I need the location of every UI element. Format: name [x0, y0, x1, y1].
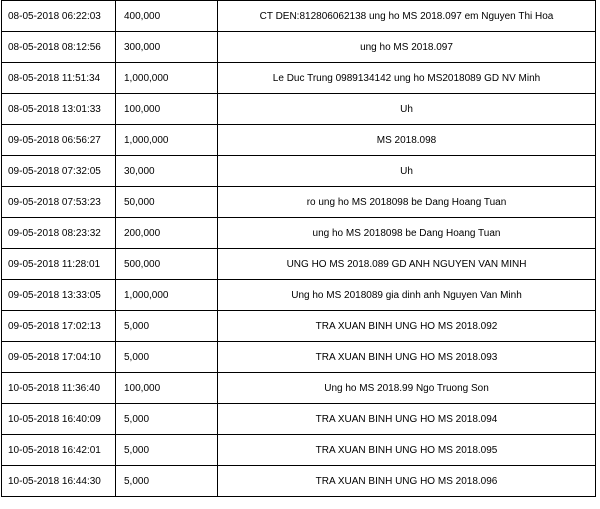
transaction-amount: 500,000: [116, 249, 218, 280]
transaction-datetime: 09-05-2018 17:02:13: [2, 311, 116, 342]
transaction-description: Uh: [218, 94, 596, 125]
transaction-description: CT DEN:812806062138 ung ho MS 2018.097 em Nguyen Thi Hoa: [218, 1, 596, 32]
transaction-amount: 1,000,000: [116, 280, 218, 311]
transaction-datetime: 08-05-2018 13:01:33: [2, 94, 116, 125]
transaction-row: [2, 218, 596, 249]
transaction-row: [2, 187, 596, 218]
transaction-description: MS 2018.098: [218, 125, 596, 156]
transaction-amount: 400,000: [116, 1, 218, 32]
transaction-datetime: 09-05-2018 08:23:32: [2, 218, 116, 249]
transaction-row: [2, 156, 596, 187]
transaction-amount: 1,000,000: [116, 125, 218, 156]
transaction-datetime: 10-05-2018 16:44:30: [2, 466, 116, 497]
transaction-row: [2, 435, 596, 466]
transaction-datetime: 09-05-2018 17:04:10: [2, 342, 116, 373]
transaction-row: [2, 125, 596, 156]
transaction-row: [2, 280, 596, 311]
transaction-datetime: 09-05-2018 11:28:01: [2, 249, 116, 280]
transaction-datetime: 09-05-2018 07:32:05: [2, 156, 116, 187]
transactions-table-body: [2, 1, 596, 497]
transaction-amount: 100,000: [116, 373, 218, 404]
transaction-datetime: 08-05-2018 11:51:34: [2, 63, 116, 94]
transaction-row: [2, 249, 596, 280]
transaction-datetime: 10-05-2018 11:36:40: [2, 373, 116, 404]
transaction-description: TRA XUAN BINH UNG HO MS 2018.093: [218, 342, 596, 373]
transaction-row: [2, 63, 596, 94]
transaction-datetime: 08-05-2018 06:22:03: [2, 1, 116, 32]
transaction-description: Ung ho MS 2018089 gia dinh anh Nguyen Van Minh: [218, 280, 596, 311]
transaction-description: ro ung ho MS 2018098 be Dang Hoang Tuan: [218, 187, 596, 218]
transaction-row: [2, 342, 596, 373]
transaction-datetime: 08-05-2018 08:12:56: [2, 32, 116, 63]
transaction-datetime: 09-05-2018 06:56:27: [2, 125, 116, 156]
transaction-amount: 5,000: [116, 311, 218, 342]
transaction-description: TRA XUAN BINH UNG HO MS 2018.094: [218, 404, 596, 435]
transaction-amount: 5,000: [116, 404, 218, 435]
transaction-amount: 1,000,000: [116, 63, 218, 94]
transaction-row: [2, 373, 596, 404]
transaction-description: ung ho MS 2018098 be Dang Hoang Tuan: [218, 218, 596, 249]
transaction-row: [2, 311, 596, 342]
transaction-amount: 200,000: [116, 218, 218, 249]
transaction-description: Ung ho MS 2018.99 Ngo Truong Son: [218, 373, 596, 404]
transaction-description: Le Duc Trung 0989134142 ung ho MS2018089 GD NV Minh: [218, 63, 596, 94]
transaction-description: TRA XUAN BINH UNG HO MS 2018.095: [218, 435, 596, 466]
transaction-datetime: 09-05-2018 13:33:05: [2, 280, 116, 311]
transaction-amount: 50,000: [116, 187, 218, 218]
transaction-amount: 100,000: [116, 94, 218, 125]
transaction-description: UNG HO MS 2018.089 GD ANH NGUYEN VAN MINH: [218, 249, 596, 280]
transactions-table: [1, 0, 596, 497]
transaction-row: [2, 32, 596, 63]
transaction-amount: 5,000: [116, 342, 218, 373]
transaction-datetime: 10-05-2018 16:42:01: [2, 435, 116, 466]
transaction-amount: 30,000: [116, 156, 218, 187]
transaction-row: [2, 1, 596, 32]
transaction-description: TRA XUAN BINH UNG HO MS 2018.096: [218, 466, 596, 497]
transaction-description: ung ho MS 2018.097: [218, 32, 596, 63]
transaction-amount: 300,000: [116, 32, 218, 63]
transaction-datetime: 10-05-2018 16:40:09: [2, 404, 116, 435]
transaction-row: [2, 94, 596, 125]
transaction-datetime: 09-05-2018 07:53:23: [2, 187, 116, 218]
transaction-row: [2, 404, 596, 435]
transaction-amount: 5,000: [116, 435, 218, 466]
transaction-description: TRA XUAN BINH UNG HO MS 2018.092: [218, 311, 596, 342]
transaction-amount: 5,000: [116, 466, 218, 497]
transaction-row: [2, 466, 596, 497]
transaction-description: Uh: [218, 156, 596, 187]
